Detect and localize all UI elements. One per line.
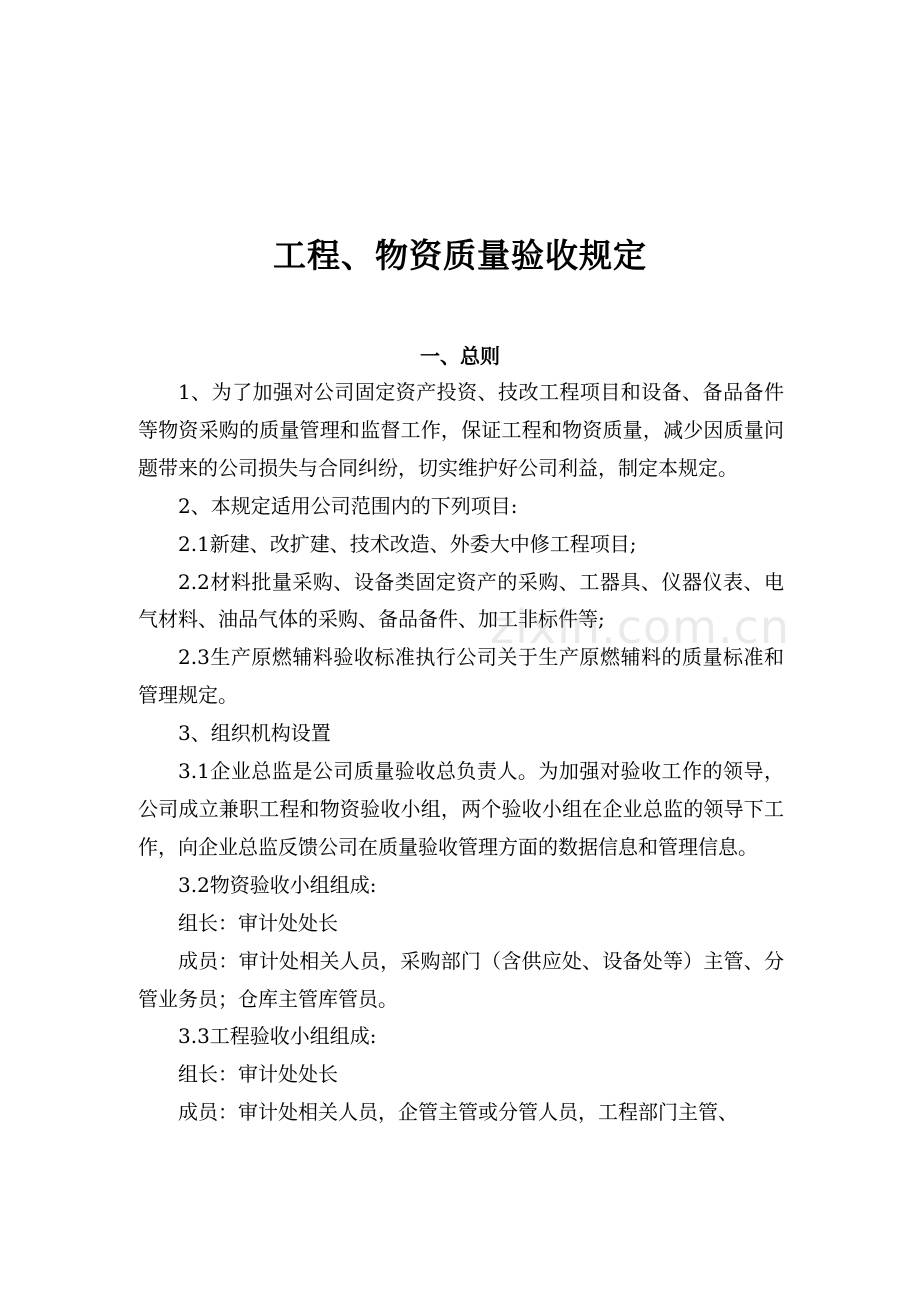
paragraph: 1、为了加强对公司固定资产投资、技改工程项目和设备、备品备件等物资采购的质量管理和监督工作，保证工程和物资质量，减少因质量问题带来的公司损失与合同纠纷，切实维护好公司利益，制定本规定。 [138, 380, 784, 480]
document-body [138, 374, 784, 1132]
document-title: 工程、物资质量验收规定 [273, 236, 647, 275]
watermark: zixin.com.cn [490, 600, 791, 654]
paragraph: 组长：审计处处长 [178, 1062, 338, 1087]
paragraph: 3、组织机构设置 [178, 721, 331, 746]
paragraph: 组长：审计处处长 [178, 910, 338, 935]
paragraph: 2.3生产原燃辅料验收标准执行公司关于生产原燃辅料的质量标准和管理规定。 [138, 645, 784, 708]
paragraph: 2.1新建、改扩建、技术改造、外委大中修工程项目; [178, 531, 637, 556]
paragraph: 3.2物资验收小组组成: [178, 872, 377, 897]
section-heading: 一、总则 [420, 344, 500, 368]
paragraph: 成员：审计处相关人员，采购部门（含供应处、设备处等）主管、分管业务员；仓库主管库管员。 [138, 948, 784, 1011]
paragraph: 3.1企业总监是公司质量验收总负责人。为加强对验收工作的领导，公司成立兼职工程和物资验收小组，两个验收小组在企业总监的领导下工作，向企业总监反馈公司在质量验收管理方面的数据信息和管理信息。 [138, 759, 784, 859]
paragraph: 成员：审计处相关人员，企管主管或分管人员，工程部门主管、 [178, 1100, 738, 1125]
paragraph: 2.2材料批量采购、设备类固定资产的采购、工器具、仪器仪表、电气材料、油品气体的采购、备品备件、加工非标件等; [138, 569, 784, 632]
paragraph: 3.3工程验收小组组成: [178, 1024, 377, 1049]
paragraph: 2、本规定适用公司范围内的下列项目: [178, 493, 518, 518]
